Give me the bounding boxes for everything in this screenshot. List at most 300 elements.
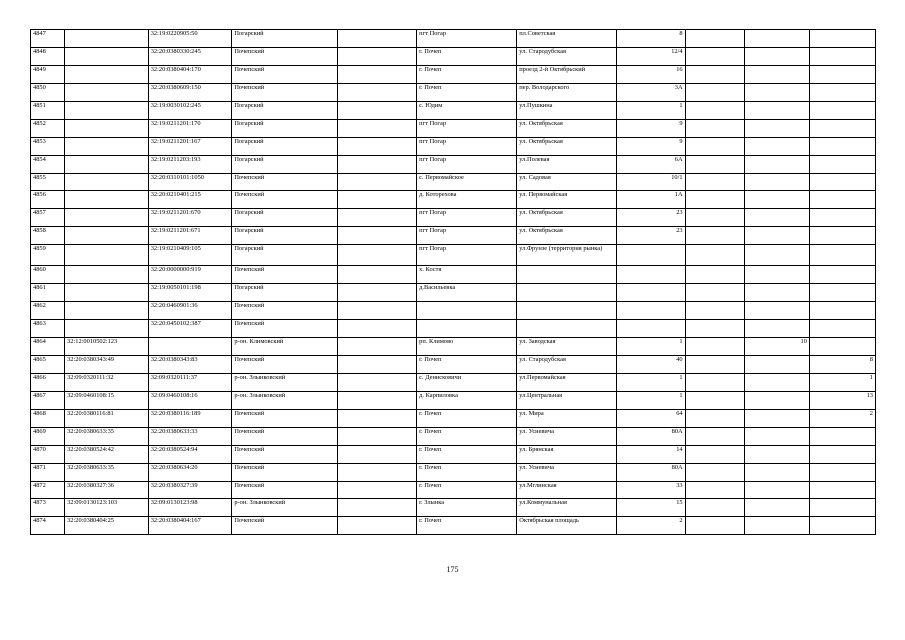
building [685,266,744,284]
settlement-municipality [337,445,416,463]
locality: д.Васильевка [417,284,517,302]
street: ул. Садовая [517,173,617,191]
extra-value [744,191,809,209]
room-number [809,302,875,320]
building [685,355,744,373]
locality: пгт Погар [417,119,517,137]
table-row [31,209,876,227]
locality: пгт Погар [417,155,517,173]
extra-value [744,355,809,373]
room-number [809,463,875,481]
settlement-municipality [337,409,416,427]
room-number [809,266,875,284]
street: ул.Полевая [517,155,617,173]
extra-value [744,30,809,48]
house-number: 3А [617,83,685,101]
district: Почепский [232,47,338,65]
room-number [809,83,875,101]
extra-value [744,65,809,83]
cadastral-number-parent [65,191,149,209]
cadastral-number: 32:09:0320111:37 [148,373,232,391]
cadastral-number: 32:20:0380330:245 [148,47,232,65]
settlement-municipality [337,284,416,302]
cadastral-number-parent [65,30,149,48]
cadastral-number-parent [65,65,149,83]
district: Погарский [232,155,338,173]
table-row [31,191,876,209]
settlement-municipality [337,517,416,535]
row-number: 4866 [31,373,65,391]
street: проезд 2-й Октябрьский [517,65,617,83]
district: Почепский [232,409,338,427]
house-number: 1 [617,101,685,119]
house-number: 10/1 [617,173,685,191]
district: Почепский [232,302,338,320]
row-number: 4865 [31,355,65,373]
cadastral-number-parent: 32:20:0380524:42 [65,445,149,463]
house-number: 80А [617,463,685,481]
cadastral-number-parent [65,173,149,191]
house-number [617,266,685,284]
building [685,191,744,209]
cadastral-number: 32:19:0211201:670 [148,209,232,227]
street: пер. Володарского [517,83,617,101]
street: ул. Стародубская [517,355,617,373]
settlement-municipality [337,209,416,227]
room-number [809,101,875,119]
row-number: 4869 [31,427,65,445]
registry-table [30,29,876,535]
cadastral-number: 32:20:0460901:36 [148,302,232,320]
locality: г. Злынка [417,499,517,517]
street: ул. Октябрьская [517,119,617,137]
table-row [31,517,876,535]
cadastral-number: 32:19:0211201:167 [148,137,232,155]
settlement-municipality [337,481,416,499]
room-number [809,517,875,535]
extra-value [744,463,809,481]
building [685,427,744,445]
locality [417,302,517,320]
settlement-municipality [337,338,416,356]
cadastral-number: 32:20:0380343:83 [148,355,232,373]
locality: г. Почеп [417,83,517,101]
settlement-municipality [337,137,416,155]
building [685,101,744,119]
locality: пгт Погар [417,137,517,155]
table-row [31,119,876,137]
extra-value [744,409,809,427]
district: р-он. Климовский [232,338,338,356]
cadastral-number: 32:19:0220905:50 [148,30,232,48]
building [685,65,744,83]
cadastral-number-parent [65,47,149,65]
house-number: 80А [617,427,685,445]
settlement-municipality [337,499,416,517]
extra-value [744,302,809,320]
room-number [809,499,875,517]
district: Почепский [232,191,338,209]
cadastral-number: 32:20:0450102:387 [148,320,232,338]
building [685,30,744,48]
settlement-municipality [337,65,416,83]
house-number: 1 [617,338,685,356]
street: ул.Фрунзе (территория рынка) [517,245,617,266]
settlement-municipality [337,373,416,391]
district: Почепский [232,517,338,535]
extra-value [744,481,809,499]
room-number [809,245,875,266]
extra-value [744,284,809,302]
cadastral-number: 32:20:0380633:33 [148,427,232,445]
row-number: 4873 [31,499,65,517]
table-row [31,499,876,517]
house-number: 1 [617,373,685,391]
room-number [809,284,875,302]
cadastral-number-parent: 32:12:0010502:123 [65,338,149,356]
row-number: 4853 [31,137,65,155]
house-number: 2 [617,517,685,535]
building [685,209,744,227]
settlement-municipality [337,119,416,137]
cadastral-number-parent: 32:09:0460108:15 [65,391,149,409]
locality: пгт Погар [417,30,517,48]
locality: г. Почеп [417,481,517,499]
table-row [31,302,876,320]
table-row [31,463,876,481]
room-number [809,445,875,463]
locality [417,320,517,338]
row-number: 4851 [31,101,65,119]
room-number [809,320,875,338]
street: пл.Советская [517,30,617,48]
cadastral-number: 32:20:0380524:94 [148,445,232,463]
street: ул. Усиевича [517,427,617,445]
row-number: 4854 [31,155,65,173]
settlement-municipality [337,47,416,65]
row-number: 4867 [31,391,65,409]
settlement-municipality [337,355,416,373]
extra-value [744,266,809,284]
cadastral-number-parent [65,83,149,101]
table-row [31,266,876,284]
cadastral-number-parent [65,209,149,227]
street: ул. Стародубская [517,47,617,65]
street: ул.Первомайская [517,373,617,391]
house-number: 23 [617,227,685,245]
row-number: 4857 [31,209,65,227]
cadastral-number: 32:19:0211201:671 [148,227,232,245]
district: р-он. Злынковский [232,391,338,409]
cadastral-number: 32:09:0460108:16 [148,391,232,409]
table-row [31,320,876,338]
row-number: 4858 [31,227,65,245]
street: ул. Мира [517,409,617,427]
room-number [809,173,875,191]
locality: пгт Погар [417,227,517,245]
locality: д. Карпиловка [417,391,517,409]
district: Погарский [232,209,338,227]
house-number: 23 [617,209,685,227]
locality: пгт Погар [417,209,517,227]
building [685,445,744,463]
settlement-municipality [337,101,416,119]
locality: г. Почеп [417,427,517,445]
district: р-он. Злынковский [232,499,338,517]
cadastral-number: 32:20:0380404:167 [148,517,232,535]
room-number [809,65,875,83]
row-number: 4859 [31,245,65,266]
table-row [31,427,876,445]
district: Почепский [232,266,338,284]
cadastral-number-parent [65,137,149,155]
locality: г. Почеп [417,47,517,65]
cadastral-number-parent [65,302,149,320]
row-number: 4849 [31,65,65,83]
cadastral-number-parent: 32:20:0380404:25 [65,517,149,535]
house-number [617,302,685,320]
cadastral-number: 32:19:0211203:193 [148,155,232,173]
street: ул. Октябрьская [517,137,617,155]
row-number: 4850 [31,83,65,101]
room-number [809,427,875,445]
street: ул. Первомайская [517,191,617,209]
row-number: 4862 [31,302,65,320]
extra-value [744,83,809,101]
locality: г. Почеп [417,409,517,427]
district: Погарский [232,30,338,48]
room-number: 13 [809,391,875,409]
street: ул.Коммунальная [517,499,617,517]
registry-body [31,30,876,535]
building [685,302,744,320]
row-number: 4874 [31,517,65,535]
locality: г. Почеп [417,65,517,83]
street: ул. Октябрьская [517,209,617,227]
room-number [809,191,875,209]
settlement-municipality [337,302,416,320]
cadastral-number: 32:19:0050101:198 [148,284,232,302]
cadastral-number: 32:20:0380609:150 [148,83,232,101]
building [685,173,744,191]
extra-value [744,101,809,119]
house-number: 6А [617,155,685,173]
locality: с. Денисковичи [417,373,517,391]
table-row [31,338,876,356]
cadastral-number [148,338,232,356]
locality: г. Почеп [417,517,517,535]
row-number: 4864 [31,338,65,356]
cadastral-number: 32:20:0310101:1050 [148,173,232,191]
room-number [809,209,875,227]
house-number: 9 [617,137,685,155]
table-row [31,391,876,409]
cadastral-number: 32:20:0380634:20 [148,463,232,481]
district: Почепский [232,481,338,499]
room-number: 8 [809,355,875,373]
cadastral-number-parent: 32:09:0320111:32 [65,373,149,391]
room-number [809,30,875,48]
locality: пгт Погар [417,245,517,266]
district: Почепский [232,445,338,463]
house-number: 64 [617,409,685,427]
room-number [809,338,875,356]
cadastral-number-parent: 32:20:0380327:36 [65,481,149,499]
street: ул. Усиевича [517,463,617,481]
street: ул. Октябрьская [517,227,617,245]
extra-value [744,137,809,155]
building [685,338,744,356]
settlement-municipality [337,463,416,481]
page-number: 175 [446,565,459,574]
table-row [31,173,876,191]
table-row [31,65,876,83]
table-row [31,155,876,173]
room-number [809,137,875,155]
extra-value [744,391,809,409]
district: Погарский [232,245,338,266]
cadastral-number-parent: 32:20:0380116:81 [65,409,149,427]
table-row [31,101,876,119]
house-number: 9 [617,119,685,137]
row-number: 4861 [31,284,65,302]
extra-value [744,517,809,535]
cadastral-number: 32:19:0210409:105 [148,245,232,266]
street: ул.Центральная [517,391,617,409]
house-number: 1 [617,391,685,409]
extra-value [744,47,809,65]
locality: с. Первомайское [417,173,517,191]
row-number: 4855 [31,173,65,191]
settlement-municipality [337,427,416,445]
settlement-municipality [337,227,416,245]
table-row [31,445,876,463]
building [685,409,744,427]
cadastral-number-parent [65,245,149,266]
street: ул. Заводская [517,338,617,356]
table-row [31,83,876,101]
cadastral-number-parent [65,284,149,302]
building [685,373,744,391]
extra-value [744,427,809,445]
street: ул.Мглинская [517,481,617,499]
district: Погарский [232,284,338,302]
row-number: 4848 [31,47,65,65]
extra-value [744,445,809,463]
house-number: 1А [617,191,685,209]
building [685,155,744,173]
extra-value [744,155,809,173]
district: Погарский [232,101,338,119]
row-number: 4871 [31,463,65,481]
district: Почепский [232,83,338,101]
building [685,499,744,517]
cadastral-number-parent: 32:20:0380633:35 [65,427,149,445]
locality: г. Почеп [417,463,517,481]
extra-value [744,119,809,137]
house-number: 14 [617,445,685,463]
street [517,266,617,284]
district: Почепский [232,65,338,83]
building [685,227,744,245]
row-number: 4868 [31,409,65,427]
house-number: 12/4 [617,47,685,65]
cadastral-number: 32:20:0210401:215 [148,191,232,209]
district: Погарский [232,119,338,137]
building [685,119,744,137]
extra-value [744,373,809,391]
district: Почепский [232,355,338,373]
room-number: 2 [809,409,875,427]
extra-value [744,209,809,227]
table-row [31,227,876,245]
row-number: 4872 [31,481,65,499]
cadastral-number-parent [65,155,149,173]
locality: с. Юдим [417,101,517,119]
cadastral-number-parent: 32:20:0380343:49 [65,355,149,373]
locality: х. Костя [417,266,517,284]
table-row [31,30,876,48]
building [685,245,744,266]
building [685,517,744,535]
room-number [809,155,875,173]
house-number: 15 [617,499,685,517]
locality: д. Котоpехова [417,191,517,209]
settlement-municipality [337,191,416,209]
street: ул.Пушкина [517,101,617,119]
house-number: 40 [617,355,685,373]
extra-value [744,499,809,517]
district: Погарский [232,137,338,155]
cadastral-number: 32:20:0000000:919 [148,266,232,284]
settlement-municipality [337,30,416,48]
building [685,83,744,101]
settlement-municipality [337,155,416,173]
settlement-municipality [337,83,416,101]
district: Почепский [232,173,338,191]
row-number: 4863 [31,320,65,338]
table-row [31,355,876,373]
row-number: 4847 [31,30,65,48]
building [685,320,744,338]
cadastral-number-parent [65,119,149,137]
cadastral-number-parent [65,101,149,119]
street [517,302,617,320]
locality: г. Почеп [417,355,517,373]
cadastral-number: 32:20:0380116:189 [148,409,232,427]
district: Погарский [232,227,338,245]
cadastral-number-parent [65,266,149,284]
building [685,284,744,302]
cadastral-number-parent: 32:20:0380633:35 [65,463,149,481]
house-number [617,284,685,302]
settlement-municipality [337,266,416,284]
settlement-municipality [337,173,416,191]
room-number [809,227,875,245]
street: Октябрьская площадь [517,517,617,535]
building [685,47,744,65]
extra-value [744,320,809,338]
cadastral-number-parent: 32:09:0130123:103 [65,499,149,517]
row-number: 4860 [31,266,65,284]
table-row [31,481,876,499]
house-number: 33 [617,481,685,499]
building [685,481,744,499]
row-number: 4856 [31,191,65,209]
cadastral-number: 32:20:0380404:170 [148,65,232,83]
house-number [617,320,685,338]
building [685,463,744,481]
